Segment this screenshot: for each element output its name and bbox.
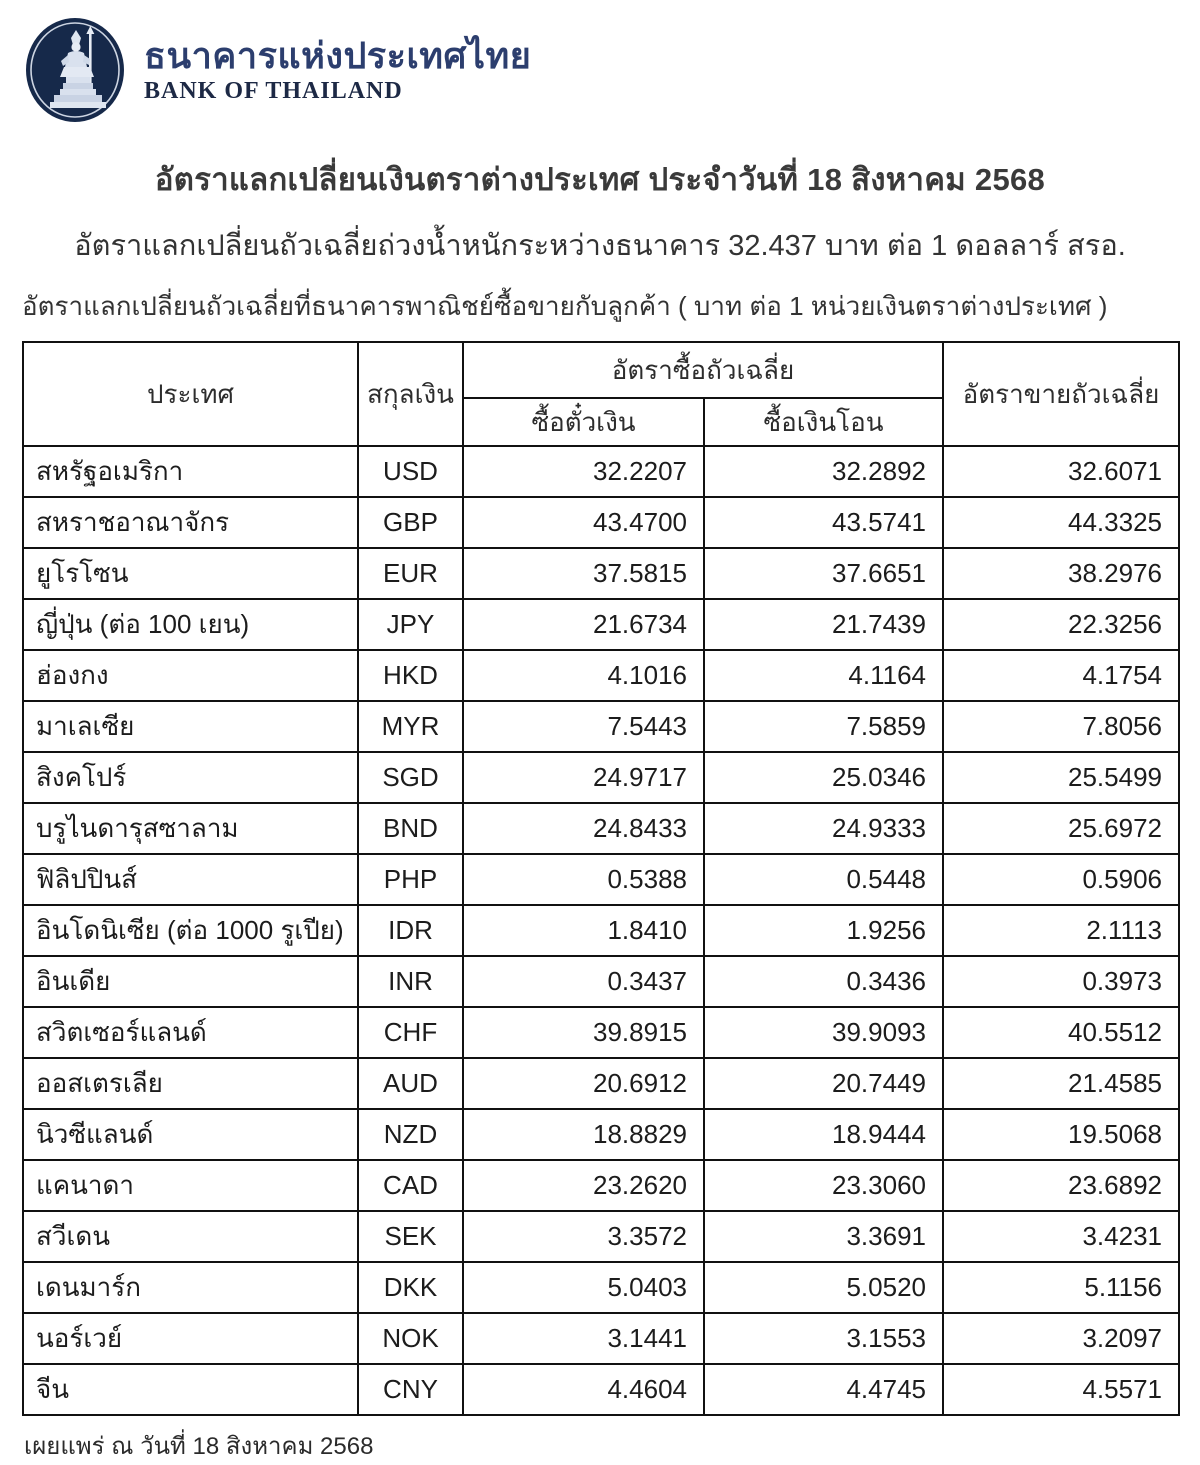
col-header-buy-sight: ซื้อตั๋วเงิน [463,398,704,446]
currency-code-cell: CNY [358,1364,463,1415]
col-header-buy-transfer: ซื้อเงินโอน [704,398,943,446]
country-cell: ออสเตรเลีย [23,1058,358,1109]
sell-rate-cell: 4.1754 [943,650,1179,701]
country-cell: อินเดีย [23,956,358,1007]
country-cell: จีน [23,1364,358,1415]
buy-transfer-cell: 43.5741 [704,497,943,548]
buy-transfer-cell: 3.3691 [704,1211,943,1262]
sell-rate-cell: 19.5068 [943,1109,1179,1160]
buy-transfer-cell: 0.3436 [704,956,943,1007]
sell-rate-cell: 44.3325 [943,497,1179,548]
buy-transfer-cell: 39.9093 [704,1007,943,1058]
col-header-currency: สกุลเงิน [358,342,463,446]
buy-transfer-cell: 25.0346 [704,752,943,803]
buy-sight-cell: 5.0403 [463,1262,704,1313]
rates-table-body [23,446,1179,1415]
country-cell: สวีเดน [23,1211,358,1262]
table-row [23,599,1179,650]
currency-code-cell: USD [358,446,463,497]
country-cell: อินโดนิเซีย (ต่อ 1000 รูเปีย) [23,905,358,956]
currency-code-cell: NZD [358,1109,463,1160]
publish-date-line: เผยแพร่ ณ วันที่ 18 สิงหาคม 2568 [24,1433,374,1460]
page-subtitle: อัตราแลกเปลี่ยนถัวเฉลี่ยถ่วงน้ำหนักระหว่างธนาคาร 32.437 บาท ต่อ 1 ดอลลาร์ สรอ. [74,230,1126,262]
country-cell: ยูโรโซน [23,548,358,599]
table-row [23,497,1179,548]
sell-rate-cell: 21.4585 [943,1058,1179,1109]
buy-sight-cell: 4.4604 [463,1364,704,1415]
table-row [23,650,1179,701]
table-row [23,548,1179,599]
table-row [23,446,1179,497]
col-header-sell: อัตราขายถัวเฉลี่ย [943,342,1179,446]
buy-transfer-cell: 4.1164 [704,650,943,701]
buy-sight-cell: 7.5443 [463,701,704,752]
buy-transfer-cell: 3.1553 [704,1313,943,1364]
table-row [23,1058,1179,1109]
buy-sight-cell: 24.9717 [463,752,704,803]
currency-code-cell: GBP [358,497,463,548]
buy-sight-cell: 24.8433 [463,803,704,854]
buy-transfer-cell: 37.6651 [704,548,943,599]
buy-sight-cell: 0.3437 [463,956,704,1007]
buy-transfer-cell: 23.3060 [704,1160,943,1211]
table-row [23,1211,1179,1262]
table-row [23,905,1179,956]
currency-code-cell: SGD [358,752,463,803]
table-row [23,803,1179,854]
country-cell: บรูไนดารุสซาลาม [23,803,358,854]
sell-rate-cell: 2.1113 [943,905,1179,956]
sell-rate-cell: 38.2976 [943,548,1179,599]
sell-rate-cell: 0.3973 [943,956,1179,1007]
country-cell: แคนาดา [23,1160,358,1211]
buy-transfer-cell: 4.4745 [704,1364,943,1415]
table-row [23,1160,1179,1211]
sell-rate-cell: 3.4231 [943,1211,1179,1262]
buy-sight-cell: 37.5815 [463,548,704,599]
currency-code-cell: INR [358,956,463,1007]
sell-rate-cell: 7.8056 [943,701,1179,752]
buy-transfer-cell: 24.9333 [704,803,943,854]
brand-names [144,35,531,105]
table-row [23,1364,1179,1415]
buy-transfer-cell: 21.7439 [704,599,943,650]
sell-rate-cell: 25.6972 [943,803,1179,854]
title-block [0,154,1200,327]
brand-header [0,8,1200,128]
buy-transfer-cell: 0.5448 [704,854,943,905]
table-row [23,752,1179,803]
rates-note: อัตราแลกเปลี่ยนถัวเฉลี่ยที่ธนาคารพาณิชย์ซื้อขายกับลูกค้า ( บาท ต่อ 1 หน่วยเงินตราต่างประเทศ ) [22,291,1108,321]
sell-rate-cell: 25.5499 [943,752,1179,803]
table-row [23,854,1179,905]
bank-name-english: BANK OF THAILAND [144,78,403,105]
buy-sight-cell: 20.6912 [463,1058,704,1109]
buy-sight-cell: 1.8410 [463,905,704,956]
currency-code-cell: PHP [358,854,463,905]
sell-rate-cell: 0.5906 [943,854,1179,905]
country-cell: เดนมาร์ก [23,1262,358,1313]
currency-code-cell: HKD [358,650,463,701]
buy-sight-cell: 0.5388 [463,854,704,905]
buy-transfer-cell: 32.2892 [704,446,943,497]
country-cell: มาเลเซีย [23,701,358,752]
table-row [23,1007,1179,1058]
country-cell: นิวซีแลนด์ [23,1109,358,1160]
buy-sight-cell: 23.2620 [463,1160,704,1211]
currency-code-cell: EUR [358,548,463,599]
table-row [23,1109,1179,1160]
exchange-rates-table [22,341,1180,1416]
sell-rate-cell: 5.1156 [943,1262,1179,1313]
header-row-top [23,342,1179,398]
buy-sight-cell: 32.2207 [463,446,704,497]
sell-rate-cell: 4.5571 [943,1364,1179,1415]
col-header-country: ประเทศ [23,342,358,446]
buy-transfer-cell: 20.7449 [704,1058,943,1109]
currency-code-cell: MYR [358,701,463,752]
bank-name-thai: ธนาคารแห่งประเทศไทย [144,34,532,76]
sell-rate-cell: 23.6892 [943,1160,1179,1211]
currency-code-cell: IDR [358,905,463,956]
sell-rate-cell: 32.6071 [943,446,1179,497]
sell-rate-cell: 3.2097 [943,1313,1179,1364]
currency-code-cell: CAD [358,1160,463,1211]
buy-sight-cell: 43.4700 [463,497,704,548]
country-cell: ญี่ปุ่น (ต่อ 100 เยน) [23,599,358,650]
country-cell: สวิตเซอร์แลนด์ [23,1007,358,1058]
buy-transfer-cell: 1.9256 [704,905,943,956]
buy-transfer-cell: 5.0520 [704,1262,943,1313]
buy-sight-cell: 21.6734 [463,599,704,650]
buy-sight-cell: 3.3572 [463,1211,704,1262]
page-title: อัตราแลกเปลี่ยนเงินตราต่างประเทศ ประจำวันที่ 18 สิงหาคม 2568 [154,162,1046,197]
currency-code-cell: SEK [358,1211,463,1262]
country-cell: ฮ่องกง [23,650,358,701]
col-header-buy-group: อัตราซื้อถัวเฉลี่ย [463,342,943,398]
country-cell: สิงคโปร์ [23,752,358,803]
country-cell: นอร์เวย์ [23,1313,358,1364]
buy-transfer-cell: 18.9444 [704,1109,943,1160]
table-row [23,701,1179,752]
currency-code-cell: CHF [358,1007,463,1058]
buy-transfer-cell: 7.5859 [704,701,943,752]
buy-sight-cell: 18.8829 [463,1109,704,1160]
bank-of-thailand-logo-icon [24,16,126,124]
table-row [23,1313,1179,1364]
sell-rate-cell: 40.5512 [943,1007,1179,1058]
table-row [23,1262,1179,1313]
table-row [23,956,1179,1007]
currency-code-cell: JPY [358,599,463,650]
currency-code-cell: DKK [358,1262,463,1313]
buy-sight-cell: 39.8915 [463,1007,704,1058]
country-cell: สหรัฐอเมริกา [23,446,358,497]
sell-rate-cell: 22.3256 [943,599,1179,650]
currency-code-cell: NOK [358,1313,463,1364]
buy-sight-cell: 3.1441 [463,1313,704,1364]
country-cell: ฟิลิปปินส์ [23,854,358,905]
currency-code-cell: BND [358,803,463,854]
currency-code-cell: AUD [358,1058,463,1109]
buy-sight-cell: 4.1016 [463,650,704,701]
country-cell: สหราชอาณาจักร [23,497,358,548]
